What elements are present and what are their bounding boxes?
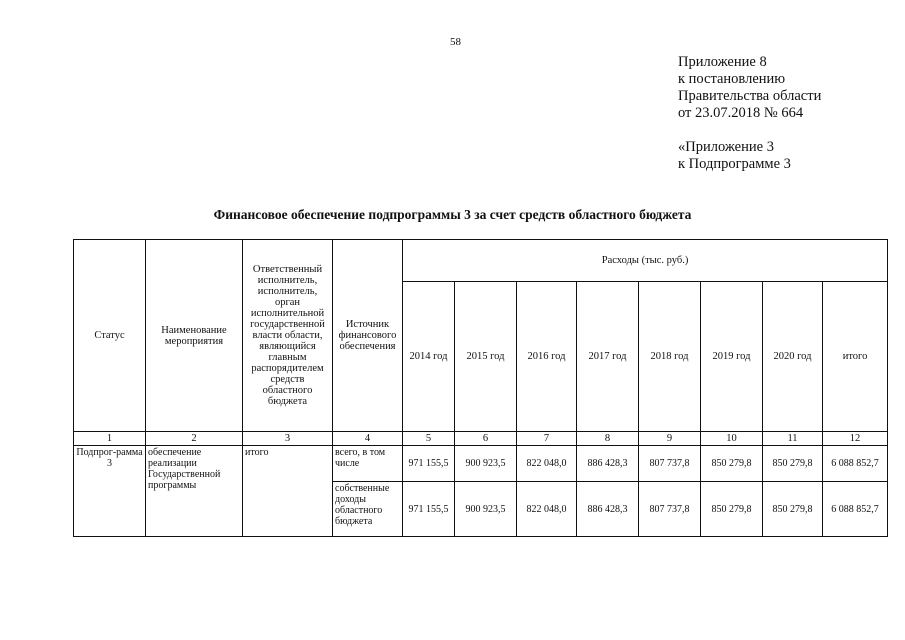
header-executor: Ответственный исполнитель, исполнитель, орган исполнительной государственной власти области, являющийся главным распорядителем средств областного бюджета (243, 240, 333, 432)
header-year: 2014 год (403, 282, 455, 432)
value-cell: 900 923,5 (455, 482, 517, 537)
appendix-line: к постановлению (678, 71, 786, 87)
column-number: 7 (517, 432, 577, 446)
value-cell: 822 048,0 (517, 446, 577, 482)
column-number: 8 (577, 432, 639, 446)
column-number: 2 (146, 432, 243, 446)
header-year: 2017 год (577, 282, 639, 432)
header-name: Наименование мероприятия (146, 240, 243, 432)
column-number: 9 (639, 432, 701, 446)
header-year: 2015 год (455, 282, 517, 432)
status-cell: Подпрог-рамма 3 (74, 446, 146, 537)
executor-cell: итого (243, 446, 333, 537)
header-year: 2019 год (701, 282, 763, 432)
source-cell: собственные доходы областного бюджета (333, 482, 403, 537)
column-number: 5 (403, 432, 455, 446)
column-number: 1 (74, 432, 146, 446)
header-total: итого (823, 282, 888, 432)
value-cell: 850 279,8 (701, 446, 763, 482)
total-cell: 6 088 852,7 (823, 482, 888, 537)
financing-table (73, 239, 888, 537)
document-title: Финансовое обеспечение подпрограммы 3 за счет средств областного бюджета (213, 207, 692, 222)
total-cell: 6 088 852,7 (823, 446, 888, 482)
source-cell: всего, в том числе (333, 446, 403, 482)
table-row (74, 446, 888, 482)
column-number-row (74, 432, 888, 446)
value-cell: 971 155,5 (403, 482, 455, 537)
value-cell: 886 428,3 (577, 482, 639, 537)
value-cell: 850 279,8 (763, 482, 823, 537)
header-year: 2018 год (639, 282, 701, 432)
value-cell: 807 737,8 (639, 446, 701, 482)
appendix-line: Правительства области (678, 88, 822, 104)
appendix-line: от 23.07.2018 № 664 (678, 105, 804, 121)
page-number: 58 (450, 36, 461, 48)
appendix-line: «Приложение 3 (678, 139, 774, 155)
header-year: 2016 год (517, 282, 577, 432)
header-source: Источник финансового обеспечения (333, 240, 403, 432)
value-cell: 971 155,5 (403, 446, 455, 482)
value-cell: 886 428,3 (577, 446, 639, 482)
value-cell: 850 279,8 (701, 482, 763, 537)
activity-name-cell: обеспечение реализации Государственной программы (146, 446, 243, 537)
header-status: Статус (74, 240, 146, 432)
value-cell: 900 923,5 (455, 446, 517, 482)
appendix-line: Приложение 8 (678, 54, 767, 70)
column-number: 11 (763, 432, 823, 446)
value-cell: 807 737,8 (639, 482, 701, 537)
header-year: 2020 год (763, 282, 823, 432)
appendix-line: к Подпрограмме 3 (678, 156, 791, 172)
column-number: 12 (823, 432, 888, 446)
column-number: 3 (243, 432, 333, 446)
value-cell: 850 279,8 (763, 446, 823, 482)
column-number: 10 (701, 432, 763, 446)
header-expenses: Расходы (тыс. руб.) (403, 240, 888, 282)
column-number: 4 (333, 432, 403, 446)
column-number: 6 (455, 432, 517, 446)
value-cell: 822 048,0 (517, 482, 577, 537)
appendix-block (678, 54, 821, 173)
